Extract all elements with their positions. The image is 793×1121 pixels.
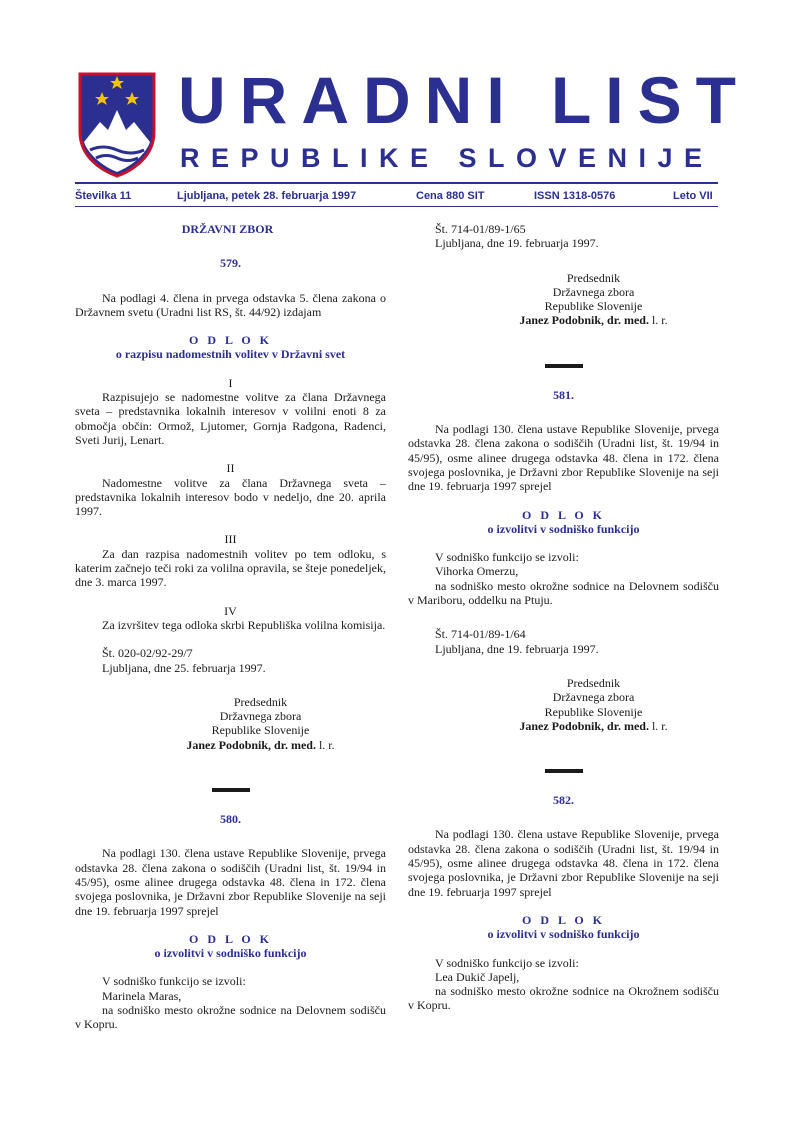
doc-type: O D L O K <box>521 912 605 927</box>
article-number: III <box>224 532 237 547</box>
doc-type: O D L O K <box>188 333 272 348</box>
signature-role: Republike Slovenije <box>211 723 310 738</box>
article-text: Za dan razpisa nadomestnih volitev po tem odloku, s katerim začnejo teči roki za volilna opravila, se šteje ponedeljek, dne 3. marca 1997. <box>75 546 386 590</box>
issue-date: Ljubljana, petek 28. februarja 1997 <box>177 190 357 202</box>
signature-role: Predsednik <box>566 675 621 690</box>
doc-number: 581. <box>553 387 574 402</box>
coat-of-arms-icon <box>74 70 160 178</box>
masthead-subtitle: REPUBLIKE SLOVENIJE <box>180 143 714 173</box>
issn: ISSN 1318-0576 <box>534 190 616 202</box>
signature-role: Predsednik <box>233 694 288 709</box>
judge-position: na sodniško mesto okrožne sodnice na Delovnem sodišču v Mariboru, oddelku na Ptuju. <box>408 578 719 608</box>
judge-position: na sodniško mesto okrožne sodnice na Delovnem sodišču v Kopru. <box>75 1002 386 1032</box>
doc-number: 582. <box>553 793 574 808</box>
article-text: Razpisujejo se nadomestne volitve za člana Državnega sveta – predstavnika lokalnih interesov v volilni enoti 8 za območja občin: Ormož, Ljutomer, Gornja Radgona, Radenci, Sveti Jurij, Lenart. <box>75 390 386 447</box>
doc-title: o izvolitvi v sodniško funkcijo <box>487 521 640 536</box>
election-line: V sodniško funkcijo se izvoli: <box>102 974 246 989</box>
doc-intro: Na podlagi 130. člena ustave Republike Slovenije, prvega odstavka 28. člena zakona o sodiščih (Uradni list, št. 19/94 in 45/95), osme alinee drugega odstavka 48. člena in 172. člena svojega poslovnika, je Državni zbor Republike Slovenije na seji dne 19. februarja 1997 sprejel <box>75 846 386 918</box>
article-number: I <box>228 375 233 390</box>
doc-title: o izvolitvi v sodniško funkcijo <box>154 946 307 961</box>
doc-date: Ljubljana, dne 19. februarja 1997. <box>435 641 599 656</box>
section-heading: DRŽAVNI ZBOR <box>181 222 274 236</box>
masthead-rule-top <box>75 182 718 184</box>
article-number: II <box>226 461 235 476</box>
doc-type: O D L O K <box>521 507 605 522</box>
doc-number: 579. <box>220 256 241 271</box>
doc-intro: Na podlagi 4. člena in prvega odstavka 5. člena zakona o Državnem svetu (Uradni list RS, št. 44/92) izdajam <box>75 290 386 319</box>
signature-line <box>468 313 719 327</box>
judge-position: na sodniško mesto okrožne sodnice na Okrožnem sodišču v Kopru. <box>408 984 719 1013</box>
issue-number: Številka 11 <box>75 190 132 202</box>
doc-date: Ljubljana, dne 19. februarja 1997. <box>435 236 599 251</box>
signature-role: Državnega zbora <box>219 709 302 724</box>
signature-role: Predsednik <box>566 270 621 285</box>
article-number: IV <box>224 603 237 618</box>
doc-reference: Št. 020-02/92-29/7 <box>102 646 193 661</box>
signature-line <box>135 738 386 752</box>
article-text: Nadomestne volitve za člana Državnega sveta – predstavnika lokalnih interesov bodo v nedeljo, dne 20. aprila 1997. <box>75 475 386 519</box>
right-column <box>408 222 719 1013</box>
doc-intro: Na podlagi 130. člena ustave Republike Slovenije, prvega odstavka 28. člena zakona o sodiščih (Uradni list, št. 19/94 in 45/95), osme alinee drugega odstavka 48. člena in 172. člena svojega poslovnika, je Državni zbor Republike Slovenije na seji dne 19. februarja 1997 sprejel <box>408 422 719 494</box>
signature-name: Janez Podobnik, dr. med. <box>186 737 316 752</box>
judge-name: Marinela Maras, <box>102 988 182 1003</box>
masthead-rule-bottom <box>75 206 718 207</box>
judge-name: Vihorka Omerzu, <box>435 564 519 579</box>
signature-line <box>468 719 719 733</box>
signature-role: Državnega zbora <box>552 284 635 299</box>
doc-number: 580. <box>220 812 241 827</box>
election-line: V sodniško funkcijo se izvoli: <box>435 550 579 565</box>
doc-intro: Na podlagi 130. člena ustave Republike Slovenije, prvega odstavka 28. člena zakona o sodiščih (Uradni list, št. 19/94 in 45/95), osme alinee drugega odstavka 48. člena in 172. člena svojega poslovnika, je Državni zbor Republike Slovenije na seji dne 19. februarja 1997 sprejel <box>408 827 719 899</box>
signature-suffix: l. r. <box>315 737 335 752</box>
judge-name: Lea Dukič Japelj, <box>435 969 520 984</box>
volume: Leto VII <box>673 190 713 202</box>
signature-role: Državnega zbora <box>552 690 635 705</box>
doc-type: O D L O K <box>188 931 272 946</box>
doc-title: o izvolitvi v sodniško funkcijo <box>487 927 640 942</box>
masthead-title: URADNI LIST <box>178 63 750 137</box>
signature-role: Republike Slovenije <box>544 704 643 719</box>
signature-suffix: l. r. <box>648 313 668 328</box>
doc-date: Ljubljana, dne 25. februarja 1997. <box>102 660 266 675</box>
issue-price: Cena 880 SIT <box>416 190 485 202</box>
signature-name: Janez Podobnik, dr. med. <box>519 313 649 328</box>
doc-reference: Št. 714-01/89-1/65 <box>435 222 526 236</box>
article-text: Za izvršitev tega odloka skrbi Republiška volilna komisija. <box>102 617 386 632</box>
doc-reference: Št. 714-01/89-1/64 <box>435 627 526 642</box>
doc-title: o razpisu nadomestnih volitev v Državni svet <box>115 347 346 362</box>
election-line: V sodniško funkcijo se izvoli: <box>435 955 579 970</box>
signature-suffix: l. r. <box>648 718 668 733</box>
signature-name: Janez Podobnik, dr. med. <box>519 718 649 733</box>
signature-role: Republike Slovenije <box>544 299 643 314</box>
left-column <box>75 222 386 1032</box>
